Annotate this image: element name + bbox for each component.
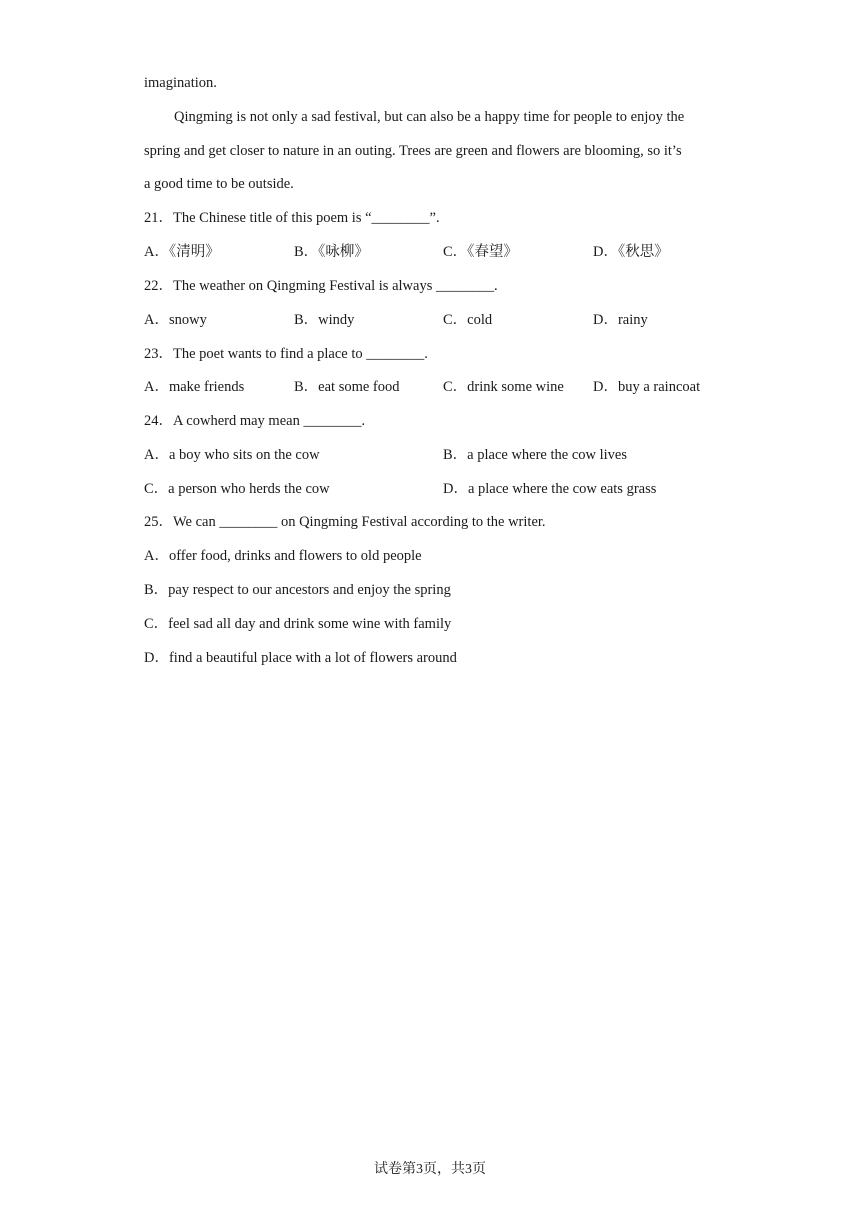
passage-paragraph-start: Qingming is not only a sad festival, but can also be a happy time for people to enjoy the <box>174 109 685 125</box>
question-22-option-a: A．snowy <box>144 312 207 328</box>
page-footer: 试卷第3页，共3页 <box>374 1162 486 1177</box>
question-23-option-d: D．buy a raincoat <box>593 379 701 395</box>
question-22-option-d: D．rainy <box>593 312 648 328</box>
question-24-option-d: D．a place where the cow eats grass <box>443 481 657 497</box>
question-25-option-a: A．offer food, drinks and flowers to old people <box>144 548 422 564</box>
question-25-option-b: B．pay respect to our ancestors and enjoy the spring <box>144 582 451 598</box>
passage-line: spring and get closer to nature in an outing. Trees are green and flowers are blooming, so it’s <box>144 143 682 159</box>
question-25-option-c: C．feel sad all day and drink some wine with family <box>144 616 452 632</box>
question-23-stem: 23．The poet wants to find a place to ________. <box>144 346 428 362</box>
question-25-stem: 25．We can ________ on Qingming Festival according to the writer. <box>144 514 546 530</box>
question-21-option-c: C．《春望》 <box>443 244 518 260</box>
question-21-option-b: B．《咏柳》 <box>294 244 369 260</box>
passage-line: a good time to be outside. <box>144 176 294 192</box>
question-21-option-d: D．《秋思》 <box>593 244 669 260</box>
question-21-stem: 21．The Chinese title of this poem is “________”. <box>144 210 440 226</box>
question-25-option-d: D．find a beautiful place with a lot of flowers around <box>144 650 457 666</box>
question-24-option-b: B．a place where the cow lives <box>443 447 627 463</box>
question-24-option-c: C．a person who herds the cow <box>144 481 330 497</box>
question-23-option-b: B．eat some food <box>294 379 400 395</box>
question-21-option-a: A．《清明》 <box>144 244 220 260</box>
question-23-option-a: A．make friends <box>144 379 245 395</box>
question-22-option-b: B．windy <box>294 312 355 328</box>
passage-line: imagination. <box>144 75 217 91</box>
question-24-option-a: A．a boy who sits on the cow <box>144 447 320 463</box>
question-23-option-c: C．drink some wine <box>443 379 564 395</box>
question-22-option-c: C．cold <box>443 312 493 328</box>
question-22-stem: 22．The weather on Qingming Festival is always ________. <box>144 278 498 294</box>
question-24-stem: 24．A cowherd may mean ________. <box>144 413 366 429</box>
